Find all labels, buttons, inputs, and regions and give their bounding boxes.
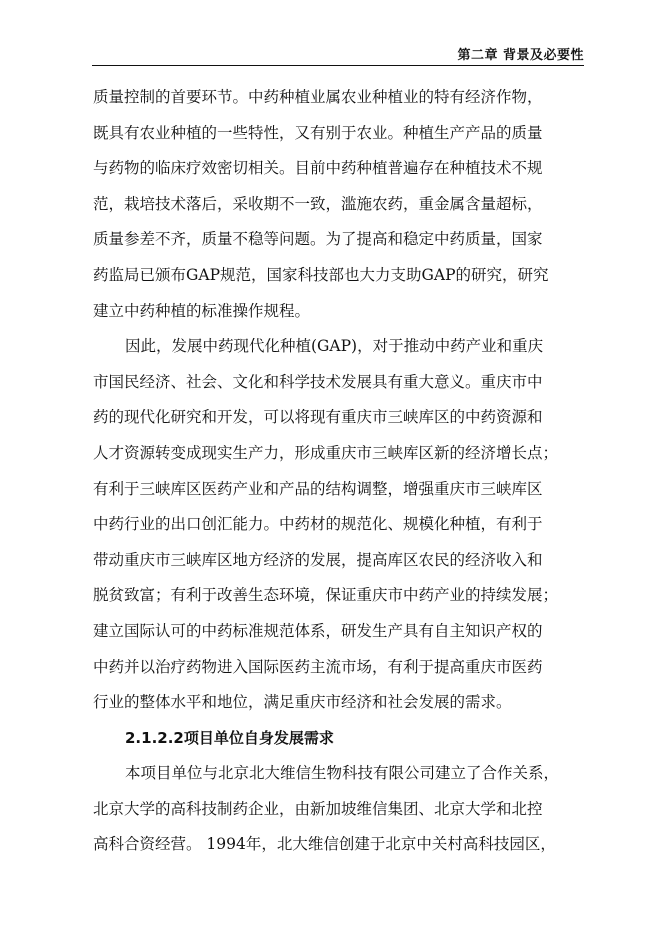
text-line: 中药并以治疗药物进入国际医药主流市场，有利于提高重庆市医药 xyxy=(93,657,543,676)
text-line: 药监局已颁布GAP规范，国家科技部也大力支助GAP的研究，研究 xyxy=(93,265,549,284)
section-heading: 2.1.2.2项目单位自身发展需求 xyxy=(125,728,334,747)
document-body xyxy=(93,80,587,863)
text-line: 质量控制的首要环节。中药种植业属农业种植业的特有经济作物， xyxy=(93,88,543,106)
text-line: 范，栽培技术落后，采收期不一致，滥施农药，重金属含量超标， xyxy=(93,194,543,213)
text-line: 质量参差不齐，质量不稳等问题。为了提高和稳定中药质量，国家 xyxy=(93,230,543,249)
text-line: 有利于三峡库区医药产业和产品的结构调整，增强重庆市三峡库区 xyxy=(93,479,543,498)
text-line: 中药行业的出口创汇能力。中药材的规范化、规模化种植，有利于 xyxy=(93,515,543,534)
text-line: 脱贫致富；有利于改善生态环境，保证重庆市中药产业的持续发展； xyxy=(93,586,559,605)
text-line: 行业的整体水平和地位，满足重庆市经济和社会发展的需求。 xyxy=(93,693,512,712)
header-divider xyxy=(92,65,584,66)
page-header xyxy=(92,44,584,66)
text-line: 建立中药种植的标准操作规程。 xyxy=(93,301,311,320)
text-line: 既具有农业种植的一些特性，又有别于农业。种植生产产品的质量 xyxy=(93,123,543,142)
text-line: 人才资源转变成现实生产力，形成重庆市三峡库区新的经济增长点； xyxy=(93,443,559,462)
text-line: 北京大学的高科技制药企业，由新加坡维信集团、北京大学和北控 xyxy=(93,799,543,818)
chapter-title: 第二章 背景及必要性 xyxy=(457,48,584,63)
text-line: 本项目单位与北京北大维信生物科技有限公司建立了合作关系， xyxy=(125,764,560,783)
text-line: 高科合资经营。 1994年，北大维信创建于北京中关村高科技园区， xyxy=(93,835,556,854)
text-line: 药的现代化研究和开发，可以将现有重庆市三峡库区的中药资源和 xyxy=(93,408,543,427)
text-line: 带动重庆市三峡库区地方经济的发展，提高库区农民的经济收入和 xyxy=(93,550,543,569)
text-line: 市国民经济、社会、文化和科学技术发展具有重大意义。重庆市中 xyxy=(93,372,543,391)
text-line: 建立国际认可的中药标准规范体系，研发生产具有自主知识产权的 xyxy=(93,621,543,640)
text-line: 与药物的临床疗效密切相关。目前中药种植普遍存在种植技术不规 xyxy=(93,159,543,178)
text-line: 因此，发展中药现代化种植(GAP)，对于推动中药产业和重庆 xyxy=(125,337,544,356)
